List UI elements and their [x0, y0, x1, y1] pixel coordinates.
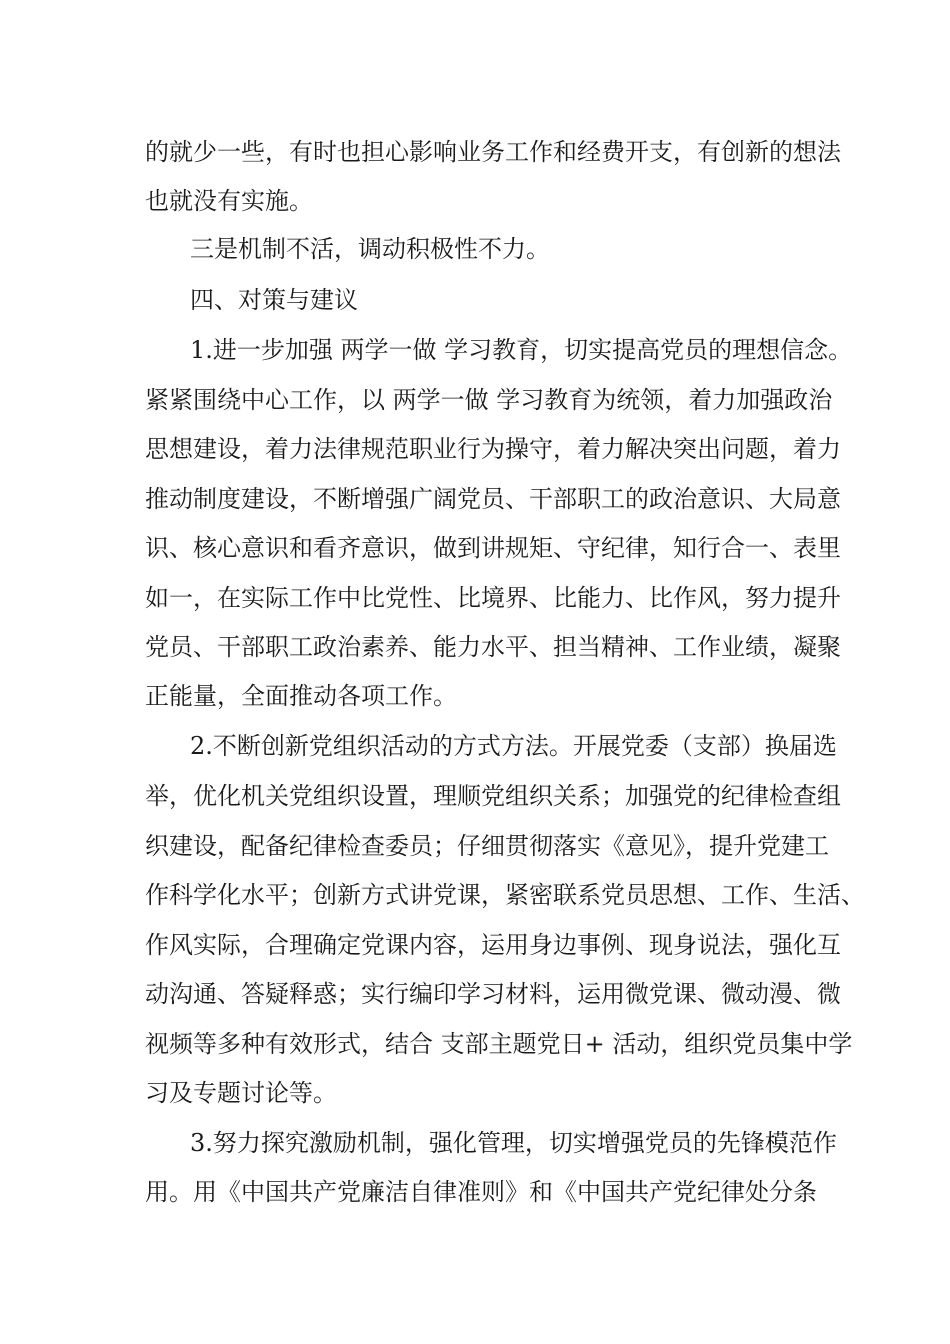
- text-line: 推动制度建设，不断增强广阔党员、干部职工的政治意识、大局意: [145, 485, 841, 513]
- text-line: 习及专题讨论等。: [145, 1079, 337, 1107]
- text-line: 识、核心意识和看齐意识，做到讲规矩、守纪律，知行合一、表里: [145, 534, 841, 562]
- text-line: 的就少一些，有时也担心影响业务工作和经费开支，有创新的想法: [145, 138, 841, 166]
- text-line: 作风实际，合理确定党课内容，运用身边事例、现身说法，强化互: [145, 931, 841, 959]
- text-line: 举，优化机关党组织设置，理顺党组织关系；加强党的纪律检查组: [145, 782, 841, 810]
- text-line: 动沟通、答疑释惑；实行编印学习材料，运用微党课、微动漫、微: [145, 980, 841, 1008]
- text-line: 3.努力探究激励机制，强化管理，切实增强党员的先锋模范作: [190, 1129, 837, 1157]
- text-line: 作科学化水平；创新方式讲党课，紧密联系党员思想、工作、生活、: [145, 881, 865, 909]
- text-line: 如一，在实际工作中比党性、比境界、比能力、比作风，努力提升: [145, 584, 841, 612]
- text-line: 思想建设，着力法律规范职业行为操守，着力解决突出问题，着力: [145, 435, 841, 463]
- text-line: 党员、干部职工政治素养、能力水平、担当精神、工作业绩，凝聚: [145, 633, 841, 661]
- text-line: 2.不断创新党组织活动的方式方法。开展党委（支部）换届选: [190, 732, 837, 760]
- text-line: 也就没有实施。: [145, 187, 313, 215]
- text-line: 织建设，配备纪律检查委员；仔细贯彻落实《意见》，提升党建工: [145, 832, 829, 860]
- section-heading: 四、对策与建议: [190, 286, 358, 314]
- text-line: 正能量，全面推动各项工作。: [145, 682, 457, 710]
- text-line: 1.进一步加强 两学一做 学习教育，切实提高党员的理想信念。: [190, 336, 853, 364]
- text-line: 用。用《中国共产党廉洁自律准则》和《中国共产党纪律处分条: [145, 1178, 817, 1206]
- text-line: 三是机制不活，调动积极性不力。: [190, 235, 550, 263]
- text-line: 视频等多种有效形式，结合 支部主题党日+ 活动，组织党员集中学: [145, 1030, 853, 1058]
- text-line: 紧紧围绕中心工作，以 两学一做 学习教育为统领，着力加强政治: [145, 386, 833, 414]
